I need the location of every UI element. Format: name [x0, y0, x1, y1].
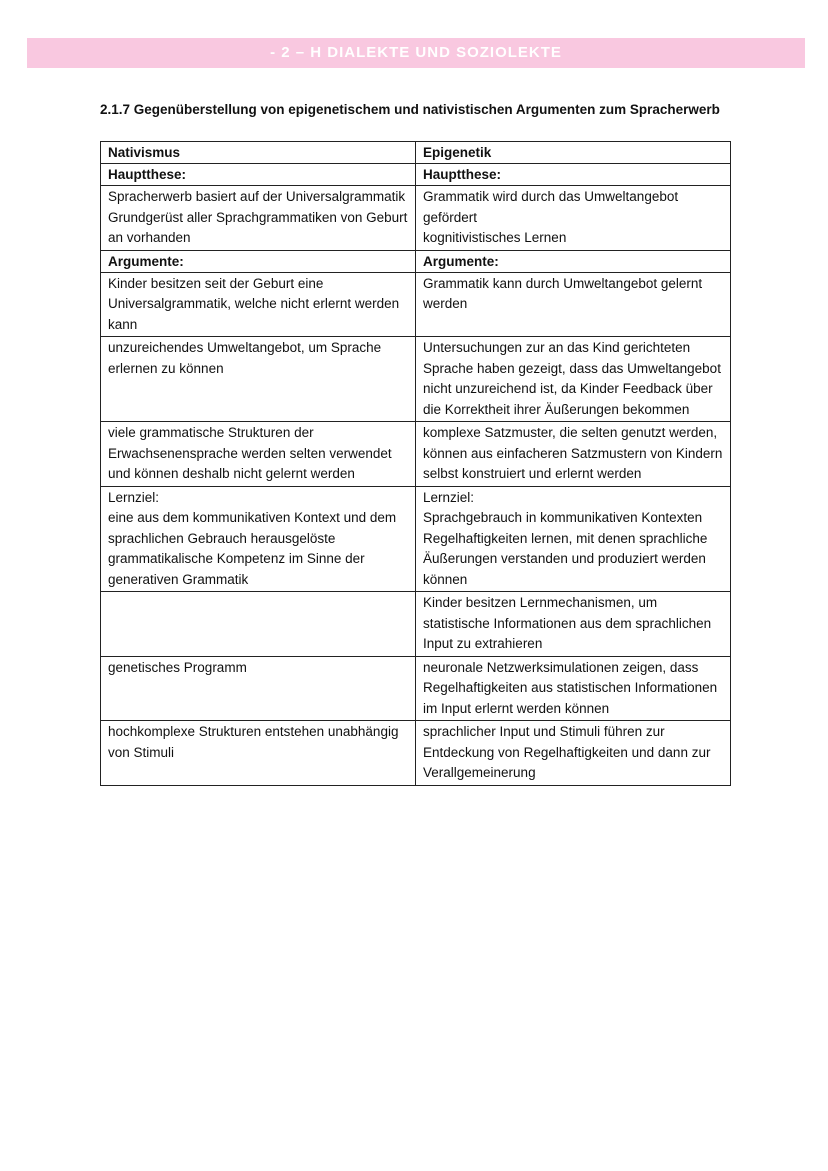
- table-header-row: [101, 142, 731, 164]
- table-cell-left: hochkomplexe Strukturen entstehen unabhängig von Stimuli: [101, 721, 416, 786]
- table-row: [101, 337, 731, 422]
- goal-cell-right: [416, 486, 731, 592]
- arguments-label-right: Argumente:: [416, 250, 731, 272]
- table-cell-left: genetisches Programm: [101, 656, 416, 721]
- table-cell-left: viele grammatische Strukturen der Erwachsenensprache werden selten verwendet und können deshalb nicht gelernt werden: [101, 422, 416, 487]
- goal-line: Regelhaftigkeiten lernen, mit denen sprachliche Äußerungen verstanden und produziert werden können: [423, 530, 708, 587]
- table-cell-right: Untersuchungen zur an das Kind gerichteten Sprache haben gezeigt, dass das Umweltangebot nicht unzureichend ist, da Kinder Feedback über die Korrektheit ihrer Äußerungen bekommen: [416, 337, 731, 422]
- goal-line: eine aus dem kommunikativen Kontext und dem sprachlichen Gebrauch herausgelöste grammatikalische Kompetenz im Sinne der generativen Grammatik: [108, 510, 397, 587]
- arguments-label-row: [101, 250, 731, 272]
- table-cell-right: Grammatik kann durch Umweltangebot gelernt werden: [416, 272, 731, 337]
- table-row: [101, 592, 731, 657]
- thesis-label-row: [101, 164, 731, 186]
- goal-cell-left: [101, 486, 416, 592]
- arguments-label-left: Argumente:: [101, 250, 416, 272]
- thesis-cell-right: [416, 186, 731, 251]
- table-cell-right: komplexe Satzmuster, die selten genutzt werden, können aus einfacheren Satzmustern von Kindern selbst konstruiert und erlernt werden: [416, 422, 731, 487]
- thesis-line: Grundgerüst aller Sprachgrammatiken von Geburt an vorhanden: [108, 209, 408, 245]
- goal-row: [101, 486, 731, 592]
- thesis-line: kognitivistisches Lernen: [423, 230, 567, 245]
- thesis-line: Spracherwerb basiert auf der Universalgrammatik: [108, 189, 406, 204]
- comparison-table: [100, 141, 731, 786]
- table-row: [101, 656, 731, 721]
- goal-line: Lernziel:: [423, 489, 475, 505]
- column-header-nativismus: Nativismus: [101, 142, 416, 164]
- thesis-label-right: Hauptthese:: [416, 164, 731, 186]
- table-cell-right: sprachlicher Input und Stimuli führen zur Entdeckung von Regelhaftigkeiten und dann zur Verallgemeinerung: [416, 721, 731, 786]
- column-header-epigenetik: Epigenetik: [416, 142, 731, 164]
- thesis-cell-left: [101, 186, 416, 251]
- table-cell-left: Kinder besitzen seit der Geburt eine Universalgrammatik, welche nicht erlernt werden kann: [101, 272, 416, 337]
- table-cell-right: Kinder besitzen Lernmechanismen, um statistische Informationen aus dem sprachlichen Input zu extrahieren: [416, 592, 731, 657]
- table-cell-left: unzureichendes Umweltangebot, um Sprache erlernen zu können: [101, 337, 416, 422]
- thesis-row: [101, 186, 731, 251]
- table-cell-left: [101, 592, 416, 657]
- thesis-label-left: Hauptthese:: [101, 164, 416, 186]
- table-row: [101, 272, 731, 337]
- table-cell-right: neuronale Netzwerksimulationen zeigen, dass Regelhaftigkeiten aus statistischen Informationen im Input erlernt werden können: [416, 656, 731, 721]
- table-row: [101, 721, 731, 786]
- chapter-banner: - 2 – H DIALEKTE UND SOZIOLEKTE: [27, 38, 805, 68]
- thesis-line: Grammatik wird durch das Umweltangebot gefördert: [423, 189, 679, 225]
- table-row: [101, 422, 731, 487]
- goal-line: Sprachgebrauch in kommunikativen Kontexten: [423, 510, 703, 525]
- section-title: 2.1.7 Gegenüberstellung von epigenetischem und nativistischen Argumenten zum Spracherwerb: [100, 102, 720, 117]
- goal-line: Lernziel:: [108, 489, 160, 505]
